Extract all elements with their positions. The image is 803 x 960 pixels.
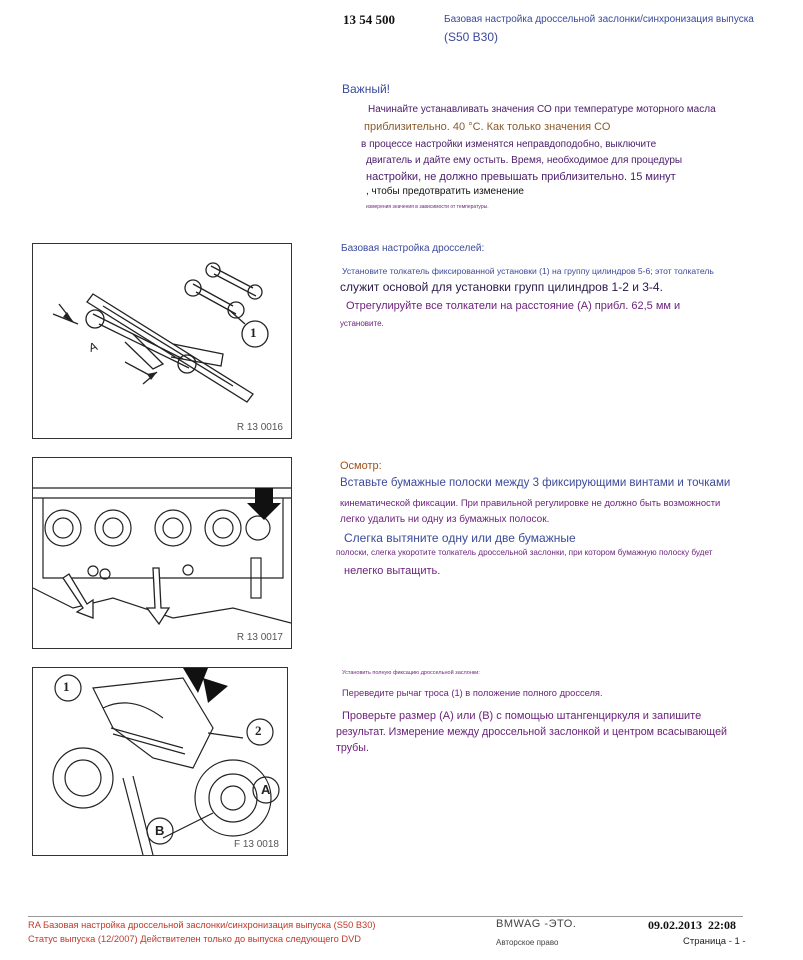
figure3-callout-b: B (155, 823, 165, 838)
doc-title: Базовая настройка дроссельной заслонки/синхронизация выпуска (444, 14, 754, 25)
footer-status: Статус выпуска (12/2007) Действителен только до выпуска следующего DVD (28, 934, 361, 944)
section3-line-2: Проверьте размер (А) или (В) с помощью штангенциркуля и запишите (342, 710, 702, 722)
figure-cable-lever (32, 667, 288, 856)
figure1-callout-a: A (86, 339, 100, 355)
important-line-4: двигатель и дайте ему остыть. Время, необходимое для процедуры (366, 155, 683, 166)
figure-paper-strips (32, 457, 292, 649)
figure3-callout-a: A (261, 782, 271, 797)
section1-line-2: служит основой для установки групп цилиндров 1-2 и 3-4. (340, 280, 663, 294)
section1-heading: Базовая настройка дросселей: (341, 243, 485, 254)
section2-line-6: нелегко вытащить. (344, 565, 441, 577)
footer-date: 09.02.2013 22:08 (648, 918, 736, 932)
important-line-3: в процессе настройки изменятся неправдоподобно, выключите (361, 139, 657, 150)
important-line-6: , чтобы предотвратить изменение (366, 186, 524, 197)
footer-page: Страница - 1 - (683, 936, 746, 947)
figure1-callout-1: 1 (250, 325, 257, 340)
section2-line-5: полоски, слегка укоротите толкатель дроссельной заслонки, при котором бумажную полоску будет (336, 548, 713, 557)
footer-brand: BMWAG -ЭТО. (496, 918, 577, 930)
important-line-2: приблизительно. 40 °С. Как только значения СО (364, 121, 611, 133)
section2-line-3: легко удалить ни одну из бумажных полосок. (340, 514, 550, 525)
section2-heading: Осмотр: (340, 460, 382, 472)
section3-line-3: результат. Измерение между дроссельной заслонкой и центром всасывающей (336, 726, 727, 738)
important-line-1: Начинайте устанавливать значения СО при температуре моторного масла (368, 104, 716, 115)
section2-line-4: Слегка вытяните одну или две бумажные (344, 531, 576, 545)
footer-divider (28, 916, 743, 917)
section3-line-4: трубы. (336, 742, 369, 754)
doc-engine: (S50 B30) (444, 30, 499, 44)
important-heading: Важный! (342, 82, 390, 96)
section3-line-1: Переведите рычаг троса (1) в положение полного дросселя. (342, 688, 603, 698)
important-line-7: измерения значения в зависимости от температуры. (366, 204, 489, 210)
figure2-code: R 13 0017 (236, 632, 283, 643)
figure-throttle-pushrod (32, 243, 292, 439)
doc-number: 13 54 500 (343, 12, 395, 27)
section1-line-3: Отрегулируйте все толкатели на расстояние (А) прибл. 62,5 мм и (346, 300, 681, 312)
section2-line-2: кинематической фиксации. При правильной регулировке не должно быть возможности (340, 497, 721, 508)
figure3-callout-1: 1 (63, 679, 70, 694)
section3-heading: Установить полную фиксацию дроссельной заслонки: (342, 670, 480, 676)
figure3-code: F 13 0018 (233, 839, 279, 850)
figure3-callout-2: 2 (255, 723, 262, 738)
footer-doc-title: RA Базовая настройка дроссельной заслонки/синхронизация выпуска (S50 B30) (28, 920, 376, 930)
important-line-5: настройки, не должно превышать приблизительно. 15 минут (366, 171, 676, 183)
section1-line-1: Установите толкатель фиксированной установки (1) на группу цилиндров 5-6; этот толкатель (342, 266, 714, 276)
footer-copyright: Авторское право (496, 938, 559, 947)
figure1-code: R 13 0016 (236, 422, 283, 433)
section1-line-4: установите. (340, 319, 384, 328)
section2-line-1: Вставьте бумажные полоски между 3 фиксирующими винтами и точками (340, 477, 731, 489)
